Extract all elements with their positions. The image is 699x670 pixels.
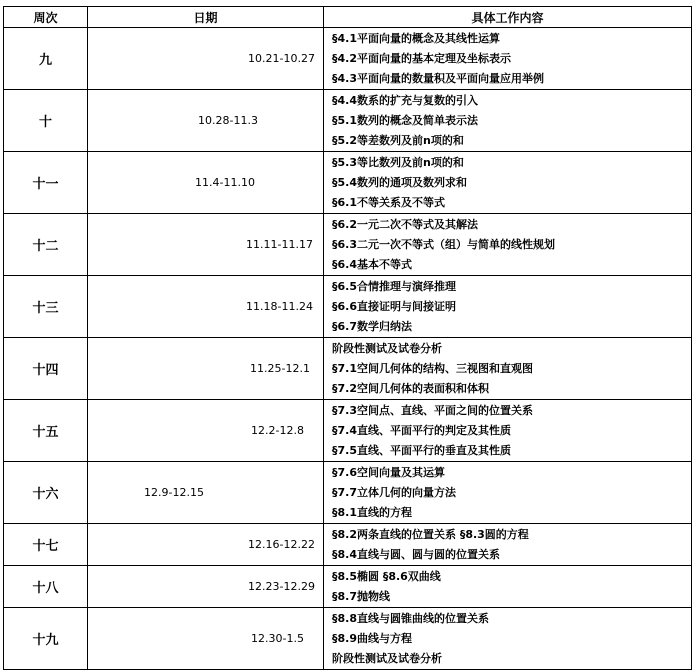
table-row [4,152,692,214]
table-row [4,338,692,400]
content-cell [324,462,692,524]
date-cell: 11.18-11.24 [88,276,324,338]
content-item: §4.1平面向量的概念及其线性运算 [332,32,500,45]
week-cell: 九 [4,28,88,90]
content-item: §6.2一元二次不等式及其解法 [332,218,478,231]
date-cell: 10.28-11.3 [88,90,324,152]
table-row [4,276,692,338]
content-item: §6.3二元一次不等式（组）与简单的线性规划 [332,238,555,251]
table-row [4,608,692,670]
week-cell: 十 [4,90,88,152]
content-item: §7.3空间点、直线、平面之间的位置关系 [332,404,533,417]
content-item: §4.2平面向量的基本定理及坐标表示 [332,52,511,65]
content-cell [324,566,692,608]
table-row [4,90,692,152]
content-cell [324,276,692,338]
date-cell: 11.4-11.10 [88,152,324,214]
content-item: §6.7数学归纳法 [332,320,412,333]
content-item: §4.3平面向量的数量积及平面向量应用举例 [332,72,544,85]
content-item: §8.1直线的方程 [332,506,412,519]
content-item: 阶段性测试及试卷分析 [332,652,442,665]
content-item: §5.1数列的概念及简单表示法 [332,114,478,127]
content-item: 阶段性测试及试卷分析 [332,342,442,355]
content-item: §5.2等差数列及前n项的和 [332,134,464,147]
table-row [4,214,692,276]
content-item: §7.7立体几何的向量方法 [332,486,456,499]
content-item: §8.9曲线与方程 [332,632,412,645]
content-item: §6.4基本不等式 [332,258,412,271]
week-cell: 十一 [4,152,88,214]
content-cell [324,214,692,276]
content-item: §6.6直接证明与间接证明 [332,300,456,313]
content-item: §7.4直线、平面平行的判定及其性质 [332,424,511,437]
date-cell: 12.30-1.5 [88,608,324,670]
week-cell: 十六 [4,462,88,524]
content-cell [324,28,692,90]
content-item: §7.6空间向量及其运算 [332,466,445,479]
content-cell [324,608,692,670]
content-item: §5.4数列的通项及数列求和 [332,176,467,189]
content-item: §8.8直线与圆锥曲线的位置关系 [332,612,489,625]
week-cell: 十八 [4,566,88,608]
week-cell: 十四 [4,338,88,400]
table-row [4,524,692,566]
date-cell: 12.2-12.8 [88,400,324,462]
content-cell [324,152,692,214]
table-row [4,462,692,524]
content-item: §6.1不等关系及不等式 [332,196,445,209]
date-cell: 12.23-12.29 [88,566,324,608]
week-cell: 十七 [4,524,88,566]
header-row [4,7,692,28]
content-item: §4.4数系的扩充与复数的引入 [332,94,478,107]
header-content: 具体工作内容 [324,7,692,28]
date-cell: 12.9-12.15 [88,462,324,524]
content-item: §5.3等比数列及前n项的和 [332,156,464,169]
content-item: §8.5椭圆 §8.6双曲线 [332,570,441,583]
date-cell: 12.16-12.22 [88,524,324,566]
header-date: 日期 [88,7,324,28]
content-item: §7.5直线、平面平行的垂直及其性质 [332,444,511,457]
week-cell: 十二 [4,214,88,276]
date-cell: 11.11-11.17 [88,214,324,276]
content-item: §8.4直线与圆、圆与圆的位置关系 [332,548,500,561]
date-cell: 11.25-12.1 [88,338,324,400]
content-item: §8.2两条直线的位置关系 §8.3圆的方程 [332,528,529,541]
header-week: 周次 [4,7,88,28]
content-cell [324,90,692,152]
content-item: §7.2空间几何体的表面积和体积 [332,382,489,395]
week-cell: 十九 [4,608,88,670]
week-cell: 十三 [4,276,88,338]
week-cell: 十五 [4,400,88,462]
content-cell [324,400,692,462]
content-item: §6.5合情推理与演绎推理 [332,280,456,293]
table-row [4,566,692,608]
content-cell [324,338,692,400]
schedule-table [3,6,692,670]
schedule-body [4,28,692,670]
content-cell [324,524,692,566]
content-item: §8.7抛物线 [332,590,390,603]
date-cell: 10.21-10.27 [88,28,324,90]
table-row [4,28,692,90]
content-item: §7.1空间几何体的结构、三视图和直观图 [332,362,533,375]
table-row [4,400,692,462]
